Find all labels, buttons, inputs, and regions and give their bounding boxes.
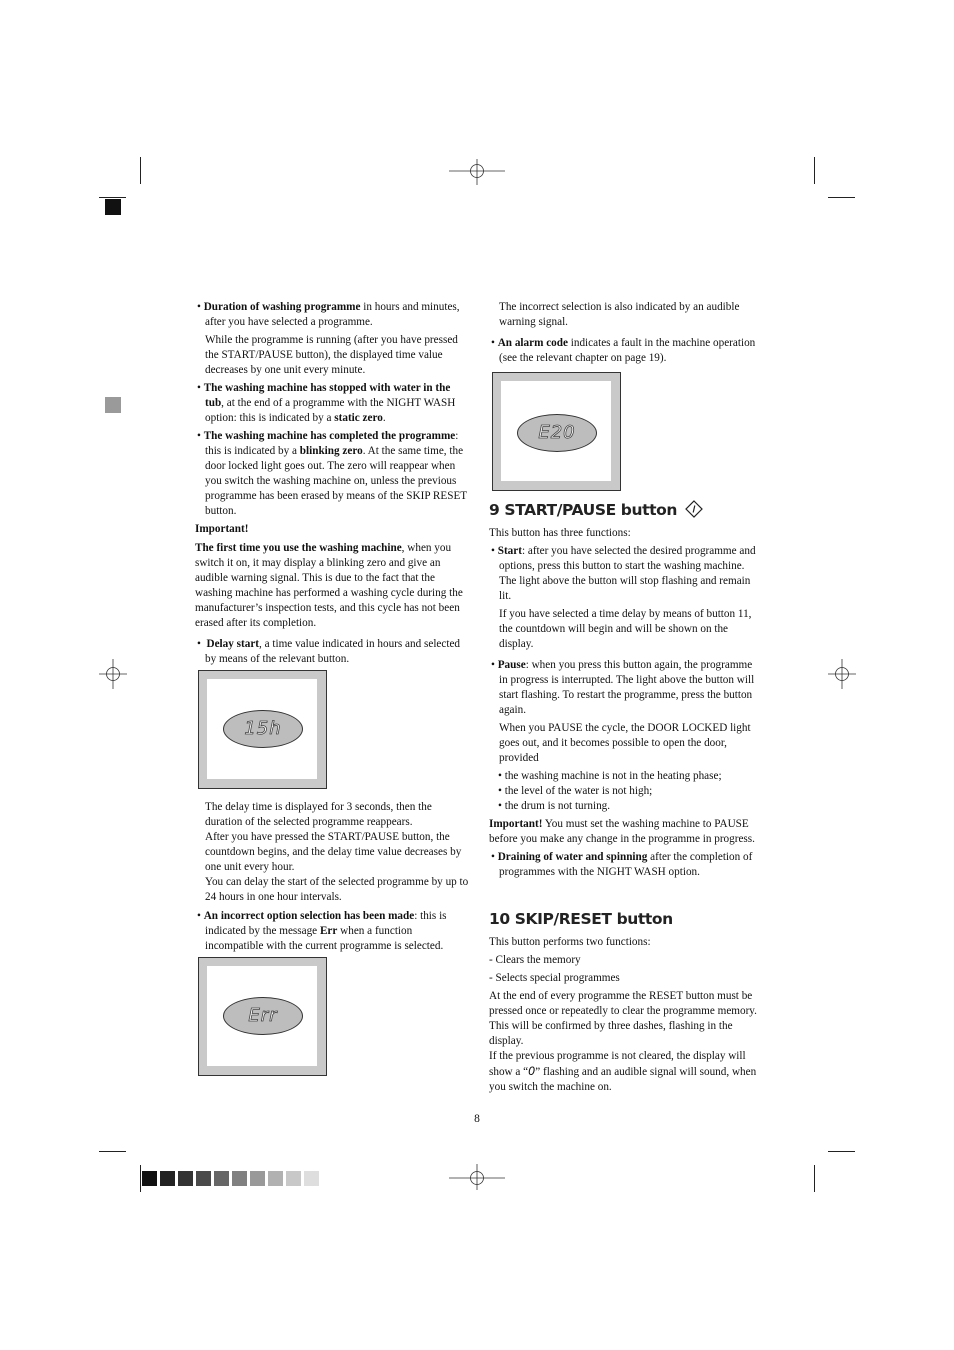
lcd-display: [223, 997, 303, 1035]
alarm-item: • An alarm code indicates a fault in the machine operation (see the relevant chapter on page 19).: [491, 337, 756, 364]
completed-item: • The washing machine has completed the programme: this is indicated by a blinking zero. At the same time, the door locked light goes out. The zero will reappear when you switch the washing machine on, unless the previous programme has been erased by means of the SKIP RESET button.: [197, 430, 467, 517]
incorrect-signal-text: The incorrect selection is also indicated by an audible warning signal.: [499, 301, 740, 328]
important-label: Important!: [195, 523, 249, 535]
gray-swatch: [142, 1171, 157, 1186]
crop-mark: [828, 197, 855, 198]
right-column: [489, 300, 763, 369]
display-readout: 15h: [244, 718, 282, 739]
condition-item: • the level of the water is not high;: [498, 785, 653, 797]
reset-text: At the end of every programme the RESET button must be pressed once or repeatedly to clear the programme memory. This will be confirmed by three dashes, flashing in the display.: [489, 990, 757, 1047]
start-delay-text: If you have selected a time delay by means of button 11, the countdown will begin and will be shown on the display.: [499, 608, 752, 650]
display-illustration: [198, 670, 327, 789]
gray-swatch: [232, 1171, 247, 1186]
display-readout: Err: [248, 1005, 278, 1026]
lcd-display: [223, 710, 303, 748]
section-10-intro: This button performs two functions:: [489, 936, 651, 948]
crop-mark: [828, 1151, 855, 1152]
start-item: • Start: after you have selected the desired programme and options, press this button to start the washing machine. The light above the button will stop flashing and remain lit.: [491, 545, 756, 602]
black-square-mark: [105, 199, 121, 215]
gray-swatch: [160, 1171, 175, 1186]
crop-mark: [814, 157, 815, 184]
display-illustration: [198, 957, 327, 1076]
crop-mark: [140, 1165, 141, 1192]
draining-item: • Draining of water and spinning after the completion of programmes with the NIGHT WASH option.: [491, 851, 753, 878]
function-item: - Selects special programmes: [489, 972, 620, 984]
gray-swatch: [250, 1171, 265, 1186]
delay-text: The delay time is displayed for 3 seconds, then the duration of the selected programme reappears.: [205, 801, 432, 828]
function-item: - Clears the memory: [489, 954, 581, 966]
condition-item: • the drum is not turning.: [498, 800, 611, 812]
lcd-display: [517, 414, 597, 452]
left-column: [195, 300, 469, 670]
display-illustration: [492, 372, 621, 491]
crop-mark: [99, 1151, 126, 1152]
gray-swatch: [214, 1171, 229, 1186]
delay-start-item: • Delay start, a time value indicated in hours and selected by means of the relevant button.: [197, 638, 461, 665]
delay-text: After you have pressed the START/PAUSE button, the countdown begins, and the delay time value decreases by one unit every hour.: [205, 831, 462, 873]
crop-mark: [140, 157, 141, 184]
condition-item: • the washing machine is not in the heating phase;: [498, 770, 722, 782]
page-number: 8: [474, 1113, 480, 1125]
start-pause-icon: [685, 500, 703, 518]
registration-mark-icon: [449, 1164, 505, 1192]
gray-swatch: [178, 1171, 193, 1186]
delay-text: You can delay the start of the selected programme by up to 24 hours in one hour intervals.: [205, 876, 469, 903]
reset-warning-text: If the previous programme is not cleared, the display will show a “0” flashing and an audible signal will sound, when you switch the machine on.: [489, 1050, 757, 1093]
registration-mark-icon: [449, 157, 505, 185]
first-time-text: The first time you use the washing machine, when you switch it on, it may display a blinking zero and give an audible warning signal. This is due to the fact that the washing machine has performed a washing cycle during the manufacturer’s inspection tests, and this cycle has not been erased after its completion.: [195, 542, 463, 629]
gray-swatch: [268, 1171, 283, 1186]
duration-running-text: While the programme is running (after you have pressed the START/PAUSE button), the displayed time value decreases by one unit every minute.: [205, 334, 458, 376]
display-readout: E20: [538, 422, 576, 443]
section-10-title: 10 SKIP/RESET button: [489, 910, 673, 928]
pause-item: • Pause: when you press this button again, the programme in progress is interrupted. The light above the button will start flashing. To restart the programme, press the button again.: [491, 659, 755, 716]
crop-mark: [814, 1165, 815, 1192]
left-column-lower: [195, 800, 469, 957]
gray-swatch: [286, 1171, 301, 1186]
gray-square-mark: [105, 397, 121, 413]
stopped-item: • The washing machine has stopped with water in the tub, at the end of a programme with the NIGHT WASH option: this is indicated by a static zero.: [197, 382, 456, 424]
section-9-title: 9 START/PAUSE button: [489, 500, 763, 518]
right-column-section10: [489, 912, 763, 1098]
section-9-intro: This button has three functions:: [489, 527, 631, 539]
pause-door-text: When you PAUSE the cycle, the DOOR LOCKED light goes out, and it becomes possible to open the door, provided: [499, 722, 751, 764]
gray-swatch: [196, 1171, 211, 1186]
crop-mark: [99, 197, 126, 198]
right-column-section9: [489, 500, 763, 883]
pause-important-text: Important! You must set the washing machine to PAUSE before you make any change in the programme in progress.: [489, 818, 755, 845]
incorrect-item: • An incorrect option selection has been made: this is indicated by the message Err when a function incompatible with the current programme is selected.: [197, 910, 447, 952]
duration-item: • Duration of washing programme in hours and minutes, after you have selected a programme.: [197, 301, 460, 328]
registration-mark-icon: [828, 659, 856, 689]
registration-mark-icon: [99, 659, 127, 689]
gray-swatch: [304, 1171, 319, 1186]
